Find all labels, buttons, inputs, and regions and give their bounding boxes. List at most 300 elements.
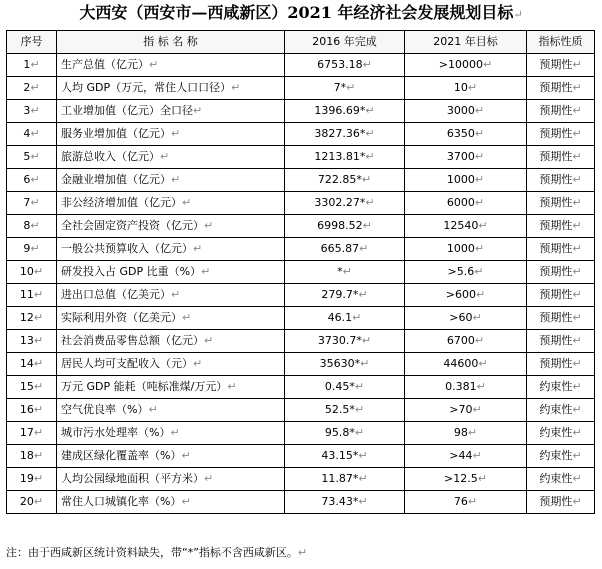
row-indicator-name (57, 422, 285, 445)
row-indicator-name (57, 192, 285, 215)
row-2021-target (405, 169, 527, 192)
row-2021-target (405, 261, 527, 284)
row-2016-done (285, 376, 405, 399)
title-text: 大西安（西安市—西咸新区）2021 年经济社会发展规划目标 (79, 3, 514, 22)
row-indicator-name-text: 人均 GDP（万元，常住人口口径） (61, 81, 232, 94)
row-2016-done (285, 169, 405, 192)
row-2021-target-text: 0.381 (445, 380, 477, 393)
table-row (7, 215, 595, 238)
row-index (7, 399, 57, 422)
table-row (7, 169, 595, 192)
paragraph-mark-icon: ↵ (572, 403, 582, 416)
paragraph-mark-icon: ↵ (148, 403, 158, 416)
paragraph-mark-icon: ↵ (358, 472, 368, 485)
row-2021-target-text: 76 (453, 495, 468, 508)
paragraph-mark-icon: ↵ (365, 127, 375, 140)
row-indicator-name-text: 城市污水处理率（%） (61, 426, 171, 439)
row-index-text: 14 (19, 357, 34, 370)
row-2021-target (405, 123, 527, 146)
paragraph-mark-icon: ↵ (572, 426, 582, 439)
table-row (7, 146, 595, 169)
row-index (7, 169, 57, 192)
row-2016-done (285, 54, 405, 77)
table-row (7, 123, 595, 146)
row-index-text: 8 (23, 219, 31, 232)
paragraph-mark-icon: ↵ (572, 311, 582, 324)
row-2021-target-text: 6350 (446, 127, 475, 140)
row-nature (527, 353, 595, 376)
header-nature: 指标性质 (527, 31, 595, 54)
paragraph-mark-icon: ↵ (193, 242, 203, 255)
row-index-text: 6 (23, 173, 31, 186)
row-indicator-name (57, 376, 285, 399)
table-row (7, 445, 595, 468)
row-2021-target-text: >600 (445, 288, 476, 301)
row-2021-target-text: 98 (453, 426, 468, 439)
row-2021-target-text: 3700 (446, 150, 475, 163)
row-index (7, 445, 57, 468)
paragraph-mark-icon: ↵ (30, 127, 40, 140)
row-indicator-name-text: 万元 GDP 能耗（吨标准煤/万元） (61, 380, 228, 393)
paragraph-mark-icon: ↵ (572, 334, 582, 347)
row-index-text: 2 (23, 81, 31, 94)
paragraph-mark-icon: ↵ (483, 58, 493, 71)
paragraph-mark-icon: ↵ (572, 58, 582, 71)
paragraph-mark-icon: ↵ (297, 546, 308, 559)
row-indicator-name-text: 金融业增加值（亿元） (61, 173, 171, 186)
paragraph-mark-icon: ↵ (472, 311, 482, 324)
paragraph-mark-icon: ↵ (478, 357, 488, 370)
targets-table-container (6, 30, 594, 514)
paragraph-mark-icon: ↵ (204, 472, 214, 485)
row-indicator-name-text: 全社会固定资产投资（亿元） (61, 219, 204, 232)
paragraph-mark-icon: ↵ (30, 219, 40, 232)
row-indicator-name (57, 445, 285, 468)
row-2016-done-text: 43.15* (321, 449, 359, 462)
paragraph-mark-icon: ↵ (474, 104, 485, 117)
row-index (7, 330, 57, 353)
row-nature (527, 238, 595, 261)
paragraph-mark-icon: ↵ (478, 219, 488, 232)
paragraph-mark-icon: ↵ (149, 58, 159, 71)
row-indicator-name-text: 实际利用外资（亿美元） (61, 311, 182, 324)
row-2016-done (285, 422, 405, 445)
row-2016-done-text: 7* (333, 81, 347, 94)
paragraph-mark-icon: ↵ (572, 357, 582, 370)
paragraph-mark-icon: ↵ (472, 449, 482, 462)
paragraph-mark-icon: ↵ (33, 311, 44, 324)
row-index (7, 353, 57, 376)
paragraph-mark-icon: ↵ (572, 242, 582, 255)
row-indicator-name (57, 261, 285, 284)
paragraph-mark-icon: ↵ (467, 426, 478, 439)
row-2021-target (405, 422, 527, 445)
row-nature-text: 预期性 (539, 242, 573, 255)
paragraph-mark-icon: ↵ (30, 242, 40, 255)
row-2016-done (285, 215, 405, 238)
paragraph-mark-icon: ↵ (572, 127, 582, 140)
paragraph-mark-icon: ↵ (204, 334, 214, 347)
paragraph-mark-icon: ↵ (572, 472, 582, 485)
table-row (7, 468, 595, 491)
table-row (7, 307, 595, 330)
row-indicator-name-text: 建成区绿化覆盖率（%） (61, 449, 182, 462)
row-2021-target (405, 146, 527, 169)
row-nature-text: 预期性 (539, 58, 573, 71)
row-index (7, 261, 57, 284)
paragraph-mark-icon: ↵ (30, 150, 40, 163)
row-2016-done-text: 3730.7* (317, 334, 362, 347)
row-2021-target (405, 376, 527, 399)
row-nature-text: 约束性 (539, 403, 573, 416)
row-index-text: 5 (23, 150, 31, 163)
paragraph-mark-icon: ↵ (467, 81, 478, 94)
paragraph-mark-icon: ↵ (33, 334, 44, 347)
row-nature-text: 预期性 (539, 265, 573, 278)
paragraph-mark-icon: ↵ (362, 219, 372, 232)
paragraph-mark-icon: ↵ (170, 426, 180, 439)
table-header-row (7, 31, 595, 54)
row-2016-done-text: 279.7* (321, 288, 359, 301)
row-index-text: 7 (23, 196, 31, 209)
row-2016-done (285, 353, 405, 376)
paragraph-mark-icon: ↵ (193, 357, 203, 370)
table-row (7, 491, 595, 514)
row-nature-text: 预期性 (539, 219, 573, 232)
paragraph-mark-icon: ↵ (361, 334, 372, 347)
row-2021-target-text: >12.5 (444, 472, 478, 485)
row-indicator-name (57, 284, 285, 307)
row-2021-target-text: 3000 (446, 104, 475, 117)
row-indicator-name-text: 居民人均可支配收入（元） (61, 357, 193, 370)
row-indicator-name-text: 服务业增加值（亿元） (61, 127, 171, 140)
row-2021-target-text: >10000 (438, 58, 483, 71)
paragraph-mark-icon: ↵ (572, 288, 582, 301)
paragraph-mark-icon: ↵ (365, 150, 375, 163)
paragraph-mark-icon: ↵ (474, 265, 484, 278)
table-row (7, 100, 595, 123)
header-index: 序号 (7, 31, 57, 54)
row-nature-text: 约束性 (539, 472, 573, 485)
row-2016-done (285, 468, 405, 491)
row-index-text: 16 (19, 403, 34, 416)
row-indicator-name (57, 399, 285, 422)
row-nature-text: 预期性 (539, 104, 573, 117)
row-nature-text: 预期性 (539, 150, 573, 163)
paragraph-mark-icon: ↵ (182, 311, 192, 324)
row-indicator-name (57, 169, 285, 192)
row-indicator-name (57, 123, 285, 146)
row-nature (527, 491, 595, 514)
row-2016-done-text: 0.45* (324, 380, 355, 393)
row-nature-text: 预期性 (539, 173, 573, 186)
paragraph-mark-icon: ↵ (231, 81, 241, 94)
row-2016-done (285, 100, 405, 123)
row-2021-target-text: 6000 (446, 196, 475, 209)
paragraph-mark-icon: ↵ (572, 265, 582, 278)
row-nature-text: 约束性 (539, 449, 573, 462)
paragraph-mark-icon: ↵ (358, 495, 368, 508)
row-nature-text: 预期性 (539, 127, 573, 140)
row-2016-done (285, 146, 405, 169)
row-nature-text: 约束性 (539, 426, 573, 439)
paragraph-mark-icon: ↵ (193, 104, 203, 117)
row-2016-done-text: 1213.81* (314, 150, 366, 163)
paragraph-mark-icon: ↵ (171, 173, 181, 186)
paragraph-mark-icon: ↵ (362, 58, 372, 71)
targets-table (6, 30, 595, 514)
paragraph-mark-icon: ↵ (33, 403, 44, 416)
row-index (7, 238, 57, 261)
paragraph-mark-icon: ↵ (30, 58, 40, 71)
paragraph-mark-icon: ↵ (342, 265, 352, 278)
paragraph-mark-icon: ↵ (30, 173, 40, 186)
paragraph-mark-icon: ↵ (33, 449, 44, 462)
paragraph-mark-icon: ↵ (30, 81, 40, 94)
paragraph-mark-icon: ↵ (572, 150, 582, 163)
row-index-text: 12 (19, 311, 34, 324)
table-row (7, 284, 595, 307)
row-index (7, 468, 57, 491)
paragraph-mark-icon: ↵ (181, 495, 191, 508)
header-2016-done: 2016 年完成 (285, 31, 405, 54)
table-row (7, 192, 595, 215)
row-2016-done (285, 261, 405, 284)
paragraph-mark-icon: ↵ (171, 288, 181, 301)
row-2021-target (405, 353, 527, 376)
table-body (7, 54, 595, 514)
row-2016-done (285, 399, 405, 422)
row-indicator-name (57, 330, 285, 353)
row-2016-done (285, 307, 405, 330)
table-row (7, 77, 595, 100)
row-index (7, 54, 57, 77)
paragraph-mark-icon: ↵ (474, 127, 485, 140)
row-nature (527, 100, 595, 123)
row-2016-done (285, 330, 405, 353)
row-nature-text: 约束性 (539, 380, 573, 393)
row-indicator-name-text: 研发投入占 GDP 比重（%） (61, 265, 202, 278)
row-2016-done-text: 3302.27* (314, 196, 366, 209)
row-2016-done-text: 11.87* (321, 472, 359, 485)
row-index-text: 1 (23, 58, 31, 71)
row-2021-target (405, 192, 527, 215)
row-nature (527, 445, 595, 468)
row-2016-done (285, 284, 405, 307)
paragraph-mark-icon: ↵ (358, 288, 368, 301)
paragraph-mark-icon: ↵ (160, 150, 170, 163)
paragraph-mark-icon: ↵ (354, 403, 365, 416)
row-index (7, 422, 57, 445)
table-row (7, 238, 595, 261)
row-indicator-name (57, 215, 285, 238)
table-row (7, 422, 595, 445)
row-indicator-name (57, 54, 285, 77)
paragraph-mark-icon: ↵ (30, 104, 40, 117)
row-index (7, 192, 57, 215)
row-index-text: 4 (23, 127, 31, 140)
paragraph-mark-icon: ↵ (354, 380, 365, 393)
row-2016-done-text: 722.85* (317, 173, 362, 186)
row-2016-done-text: 35630* (319, 357, 361, 370)
paragraph-mark-icon: ↵ (171, 127, 181, 140)
paragraph-mark-icon: ↵ (365, 104, 375, 117)
paragraph-mark-icon: ↵ (361, 173, 372, 186)
row-index-text: 3 (23, 104, 31, 117)
row-indicator-name-text: 进出口总值（亿美元） (61, 288, 171, 301)
paragraph-mark-icon: ↵ (359, 242, 369, 255)
row-2021-target-text: >60 (449, 311, 473, 324)
row-2021-target-text: 12540 (443, 219, 479, 232)
table-row (7, 353, 595, 376)
paragraph-mark-icon: ↵ (474, 173, 485, 186)
row-2021-target-text: 44600 (443, 357, 479, 370)
row-2021-target (405, 399, 527, 422)
row-nature-text: 预期性 (539, 311, 573, 324)
paragraph-mark-icon: ↵ (354, 426, 365, 439)
paragraph-mark-icon: ↵ (572, 449, 582, 462)
row-nature (527, 261, 595, 284)
paragraph-mark-icon: ↵ (358, 449, 368, 462)
row-2016-done (285, 192, 405, 215)
row-2016-done-text: 52.5* (324, 403, 355, 416)
row-nature (527, 376, 595, 399)
paragraph-mark-icon: ↵ (33, 472, 44, 485)
row-index-text: 19 (19, 472, 34, 485)
paragraph-mark-icon: ↵ (572, 173, 582, 186)
row-indicator-name-text: 生产总值（亿元） (61, 58, 149, 71)
row-nature (527, 77, 595, 100)
row-indicator-name-text: 旅游总收入（亿元） (61, 150, 160, 163)
paragraph-mark-icon: ↵ (360, 357, 370, 370)
row-nature-text: 预期性 (539, 196, 573, 209)
table-row (7, 261, 595, 284)
paragraph-mark-icon: ↵ (474, 150, 485, 163)
paragraph-mark-icon: ↵ (476, 288, 486, 301)
row-index-text: 15 (19, 380, 34, 393)
paragraph-mark-icon: ↵ (467, 495, 478, 508)
row-indicator-name-text: 人均公园绿地面积（平方米） (61, 472, 204, 485)
paragraph-mark-icon: ↵ (33, 265, 44, 278)
paragraph-mark-icon: ↵ (476, 380, 486, 393)
row-index-text: 17 (19, 426, 34, 439)
table-row (7, 330, 595, 353)
paragraph-mark-icon: ↵ (474, 242, 485, 255)
row-nature (527, 468, 595, 491)
row-2021-target (405, 215, 527, 238)
row-index (7, 123, 57, 146)
row-nature (527, 54, 595, 77)
row-2016-done-text: 95.8* (324, 426, 355, 439)
row-nature (527, 215, 595, 238)
row-2021-target (405, 491, 527, 514)
row-2016-done-text: 1396.69* (314, 104, 366, 117)
footnote (6, 544, 307, 562)
row-index (7, 376, 57, 399)
row-index-text: 20 (19, 495, 34, 508)
paragraph-mark-icon: ↵ (474, 196, 485, 209)
row-2021-target-text: 1000 (446, 173, 475, 186)
row-2016-done (285, 77, 405, 100)
paragraph-mark-icon: ↵ (477, 472, 487, 485)
paragraph-mark-icon: ↵ (181, 449, 191, 462)
row-index-text: 11 (19, 288, 34, 301)
row-2016-done-text: 73.43* (321, 495, 359, 508)
paragraph-mark-icon: ↵ (33, 426, 44, 439)
row-index (7, 146, 57, 169)
row-2016-done-text: 46.1 (327, 311, 353, 324)
row-2016-done-text: * (337, 265, 343, 278)
paragraph-mark-icon: ↵ (352, 311, 362, 324)
row-indicator-name (57, 100, 285, 123)
document-title (0, 2, 602, 26)
row-indicator-name (57, 77, 285, 100)
row-2021-target (405, 307, 527, 330)
row-2021-target (405, 468, 527, 491)
row-indicator-name (57, 468, 285, 491)
row-2021-target (405, 100, 527, 123)
paragraph-mark-icon: ↵ (572, 380, 582, 393)
row-indicator-name (57, 238, 285, 261)
row-2021-target-text: 10 (453, 81, 468, 94)
row-nature (527, 399, 595, 422)
row-nature (527, 422, 595, 445)
row-nature-text: 预期性 (539, 495, 573, 508)
row-2016-done-text: 6998.52 (317, 219, 363, 232)
row-2021-target-text: >44 (449, 449, 473, 462)
row-index (7, 307, 57, 330)
row-2016-done (285, 445, 405, 468)
row-indicator-name (57, 353, 285, 376)
row-nature-text: 预期性 (539, 288, 573, 301)
row-index-text: 18 (19, 449, 34, 462)
table-row (7, 54, 595, 77)
paragraph-mark-icon: ↵ (474, 334, 485, 347)
paragraph-mark-icon: ↵ (513, 8, 523, 21)
row-nature (527, 123, 595, 146)
paragraph-mark-icon: ↵ (346, 81, 356, 94)
row-2021-target (405, 77, 527, 100)
row-2021-target (405, 445, 527, 468)
paragraph-mark-icon: ↵ (33, 380, 44, 393)
paragraph-mark-icon: ↵ (572, 81, 582, 94)
row-2016-done-text: 665.87 (320, 242, 360, 255)
paragraph-mark-icon: ↵ (30, 196, 40, 209)
row-indicator-name-text: 非公经济增加值（亿元） (61, 196, 182, 209)
row-indicator-name-text: 一般公共预算收入（亿元） (61, 242, 193, 255)
paragraph-mark-icon: ↵ (572, 219, 582, 232)
paragraph-mark-icon: ↵ (182, 196, 192, 209)
row-nature (527, 330, 595, 353)
paragraph-mark-icon: ↵ (33, 288, 44, 301)
row-2016-done (285, 123, 405, 146)
row-2021-target-text: >70 (449, 403, 473, 416)
paragraph-mark-icon: ↵ (204, 219, 214, 232)
row-2021-target-text: 6700 (446, 334, 475, 347)
row-2016-done (285, 238, 405, 261)
paragraph-mark-icon: ↵ (572, 495, 582, 508)
row-2021-target (405, 330, 527, 353)
row-2021-target (405, 238, 527, 261)
row-2021-target (405, 54, 527, 77)
row-nature-text: 预期性 (539, 357, 573, 370)
row-index (7, 284, 57, 307)
row-nature (527, 146, 595, 169)
row-2016-done-text: 3827.36* (314, 127, 366, 140)
row-2021-target-text: 1000 (446, 242, 475, 255)
paragraph-mark-icon: ↵ (33, 357, 44, 370)
table-row (7, 399, 595, 422)
